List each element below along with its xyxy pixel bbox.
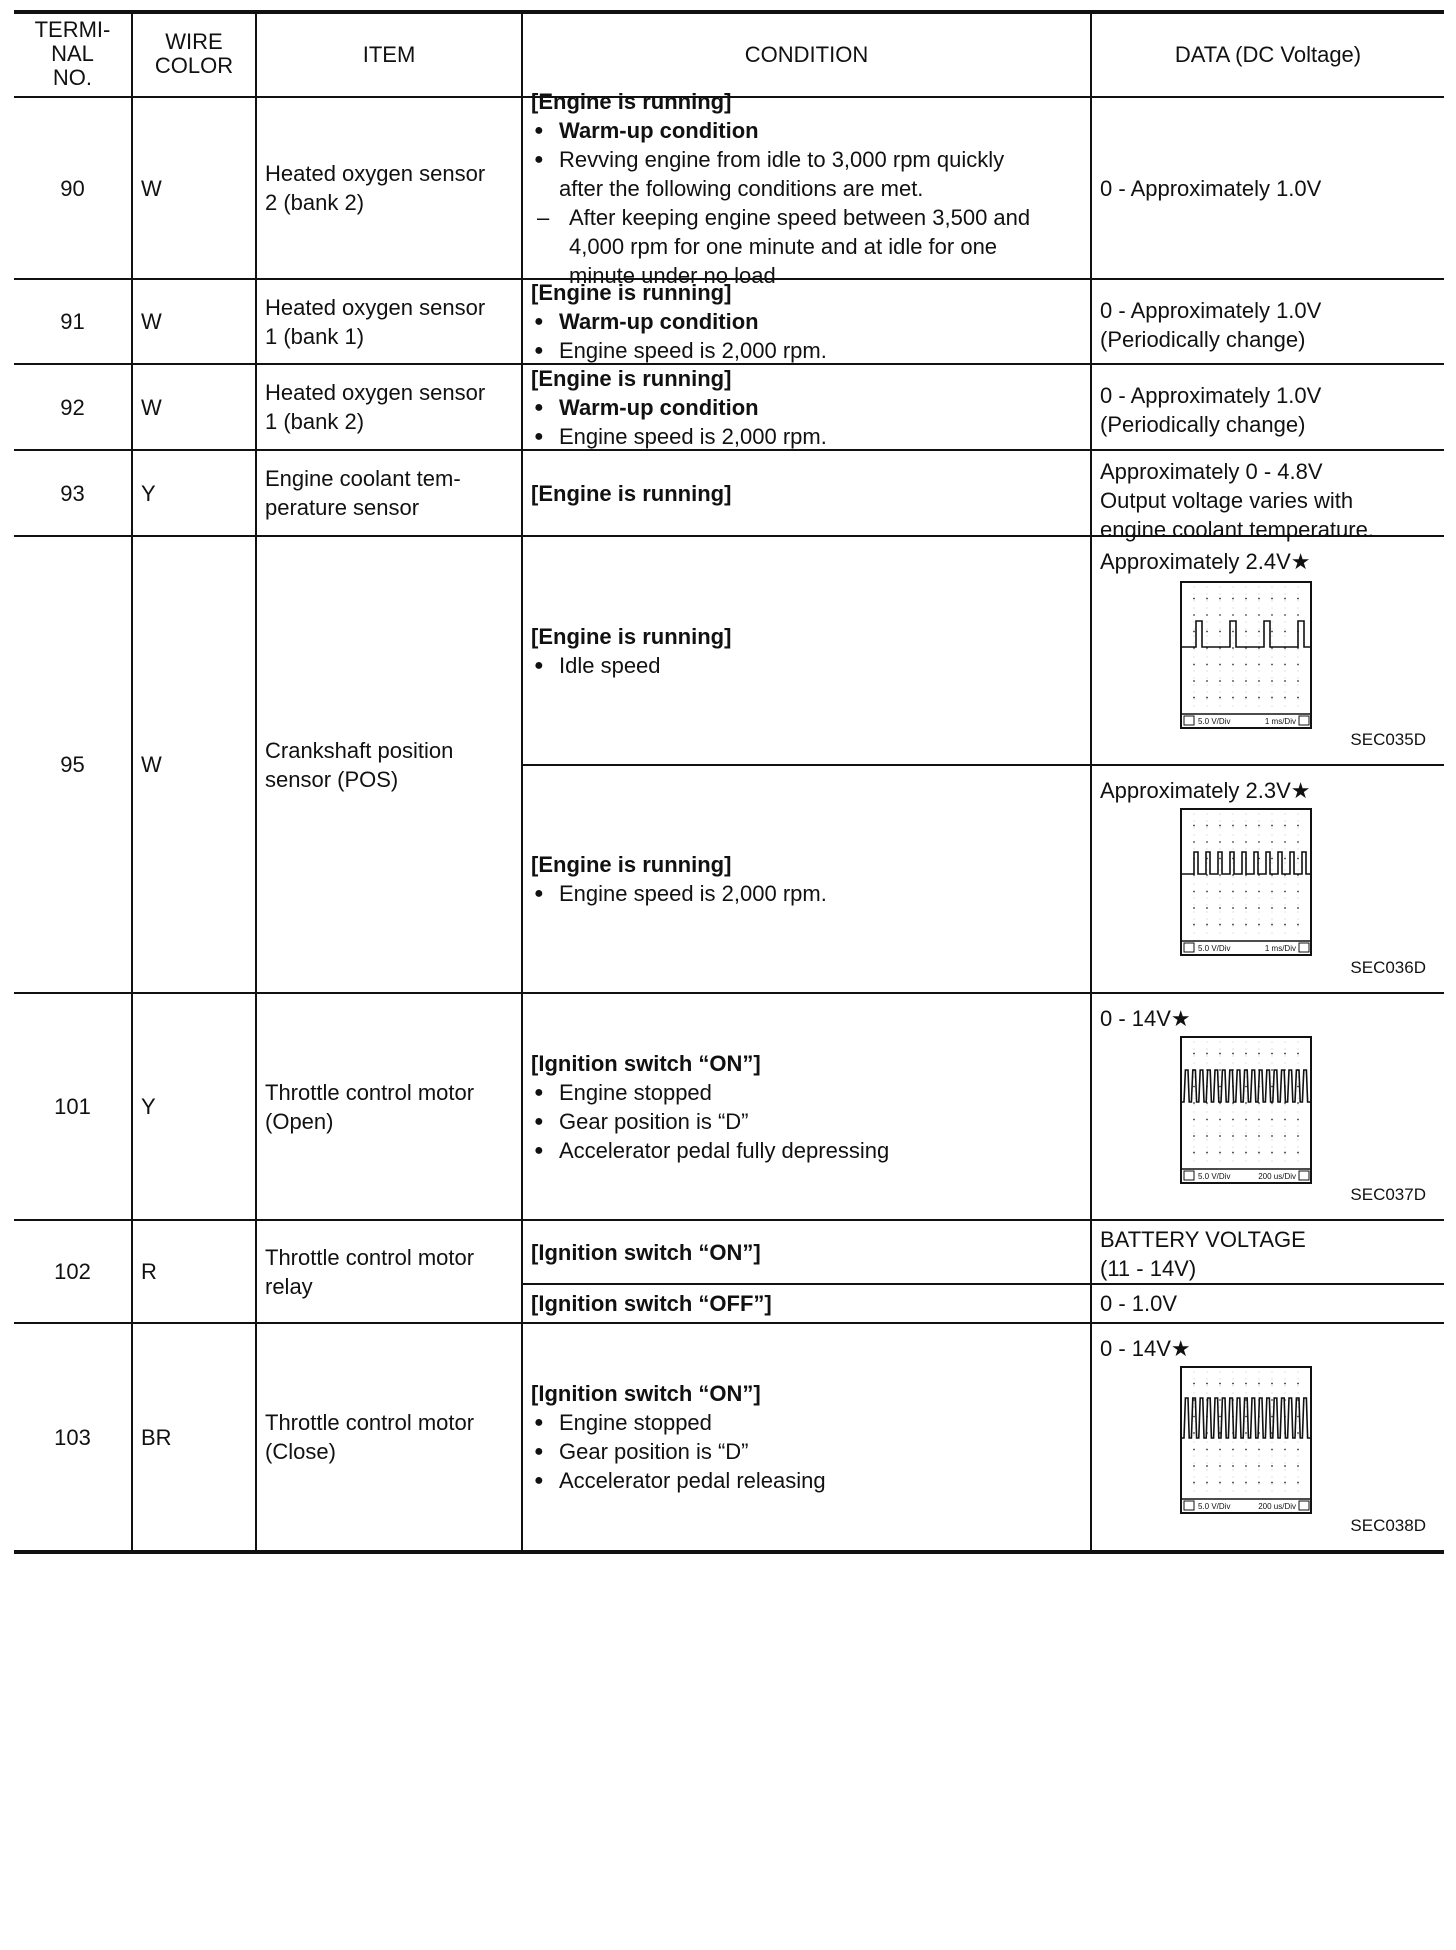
data-value: (Periodically change) bbox=[1100, 327, 1306, 352]
condition-bullet: ● Accelerator pedal releasing bbox=[531, 1466, 1082, 1495]
data-value: Approximately 0 - 4.8V bbox=[1100, 459, 1323, 484]
data-value: 0 - Approximately 1.0V bbox=[1100, 383, 1322, 408]
item-line: Heated oxygen sensor bbox=[265, 161, 486, 186]
condition-cell bbox=[523, 1324, 1090, 1550]
terminal-value: 95 bbox=[60, 752, 85, 777]
condition-bullet: ● Engine speed is 2,000 rpm. bbox=[531, 336, 1082, 365]
terminal-number bbox=[14, 994, 131, 1219]
scope-trigger-icon bbox=[1299, 1171, 1309, 1180]
scope-volt-label: 5.0 V/Div bbox=[1198, 944, 1231, 953]
item-line: (Open) bbox=[265, 1108, 334, 1134]
item-line: perature sensor bbox=[265, 495, 420, 520]
terminal-number bbox=[14, 280, 131, 363]
scope-channel-icon bbox=[1184, 943, 1194, 952]
wire-value: Y bbox=[141, 480, 156, 506]
condition-bullet: ● Idle speed bbox=[531, 651, 1082, 680]
oscilloscope-waveform bbox=[1180, 581, 1312, 729]
condition-cell bbox=[523, 766, 1090, 992]
scope-time-label: 1 ms/Div bbox=[1264, 717, 1296, 726]
data-value: (Periodically change) bbox=[1100, 412, 1306, 437]
oscilloscope-waveform bbox=[1180, 1366, 1312, 1514]
terminal-number bbox=[14, 451, 131, 535]
header-item bbox=[257, 12, 521, 96]
terminal-number bbox=[14, 1324, 131, 1550]
scope-channel-icon bbox=[1184, 716, 1194, 725]
condition-cell bbox=[523, 365, 1090, 449]
data-cell bbox=[1092, 280, 1444, 363]
data-value: 0 - Approximately 1.0V bbox=[1100, 175, 1322, 201]
condition-dash-continued: 4,000 rpm for one minute and at idle for one bbox=[569, 233, 998, 259]
data-value: engine coolant temperature. bbox=[1100, 517, 1374, 542]
condition-bullet: ● Engine speed is 2,000 rpm. bbox=[531, 879, 1082, 908]
terminal-value: 92 bbox=[60, 394, 85, 420]
condition-heading: [Engine is running] bbox=[531, 623, 732, 649]
data-value: 0 - 1.0V bbox=[1100, 1291, 1178, 1316]
scope-time-label: 1 ms/Div bbox=[1264, 944, 1296, 953]
condition-cell bbox=[523, 88, 1090, 288]
condition-bullet: ● Gear position is “D” bbox=[531, 1437, 1082, 1466]
item-line: relay bbox=[265, 1273, 313, 1299]
condition-bullet: ● Engine stopped bbox=[531, 1408, 1082, 1437]
scope-channel-icon bbox=[1184, 1171, 1194, 1180]
data-value: BATTERY VOLTAGE bbox=[1100, 1227, 1306, 1252]
condition-bullet: ● Warm-up condition bbox=[531, 116, 1082, 145]
condition-dash-item: – After keeping engine speed between 3,500 and bbox=[531, 203, 1082, 232]
wire-color bbox=[133, 994, 255, 1219]
data-cell bbox=[1092, 1324, 1444, 1550]
condition-heading: [Engine is running] bbox=[531, 88, 732, 114]
condition-dash-continued: minute under no load bbox=[569, 262, 776, 288]
header-wire-line: COLOR bbox=[154, 53, 234, 78]
condition-bullet: ● Engine stopped bbox=[531, 1078, 1082, 1107]
wire-value: W bbox=[141, 175, 162, 201]
scope-channel-icon bbox=[1184, 1501, 1194, 1510]
header-terminal bbox=[14, 12, 131, 96]
item-line: Engine coolant tem- bbox=[265, 466, 461, 491]
item-line: 1 (bank 1) bbox=[265, 323, 365, 349]
wire-value: W bbox=[141, 394, 162, 420]
header-terminal-line: TERMI- bbox=[34, 17, 111, 42]
figure-code: SEC037D bbox=[1350, 1185, 1426, 1204]
item-line: Heated oxygen sensor bbox=[265, 294, 486, 320]
item-name bbox=[257, 98, 521, 278]
condition-heading: [Ignition switch “ON”] bbox=[531, 1381, 761, 1406]
condition-heading: [Engine is running] bbox=[531, 280, 732, 305]
condition-heading: [Ignition switch “OFF”] bbox=[531, 1291, 772, 1316]
scope-trigger-icon bbox=[1299, 1501, 1309, 1510]
data-value: (11 - 14V) bbox=[1100, 1256, 1197, 1281]
item-line: Heated oxygen sensor bbox=[265, 380, 486, 405]
item-line: Throttle control motor bbox=[265, 1079, 475, 1105]
header-terminal-line: NAL bbox=[51, 41, 94, 66]
condition-bullet: ● Accelerator pedal fully depressing bbox=[531, 1136, 1082, 1165]
scope-volt-label: 5.0 V/Div bbox=[1198, 1502, 1231, 1511]
terminal-value: 93 bbox=[60, 480, 85, 506]
header-terminal-line: NO. bbox=[52, 65, 93, 90]
scope-time-label: 200 us/Div bbox=[1258, 1502, 1296, 1511]
wire-color bbox=[133, 280, 255, 363]
condition-bullet: ● Warm-up condition bbox=[531, 393, 1082, 422]
data-value: Output voltage varies with bbox=[1100, 488, 1354, 513]
data-cell bbox=[1092, 537, 1444, 764]
item-line: Throttle control motor bbox=[265, 1410, 475, 1435]
item-line: 2 (bank 2) bbox=[265, 190, 365, 215]
condition-cell bbox=[523, 994, 1090, 1219]
item-name bbox=[257, 537, 521, 992]
header-wire-line: WIRE bbox=[165, 29, 223, 54]
condition-cell bbox=[523, 1285, 1090, 1322]
figure-code: SEC036D bbox=[1350, 958, 1426, 977]
data-value: 0 - Approximately 1.0V bbox=[1100, 298, 1322, 323]
figure-code: SEC038D bbox=[1350, 1516, 1426, 1535]
data-cell bbox=[1092, 1221, 1444, 1283]
header-item-label: ITEM bbox=[362, 41, 416, 67]
item-name bbox=[257, 280, 521, 363]
condition-bullet: ● Warm-up condition bbox=[531, 307, 1082, 336]
condition-heading: [Ignition switch “ON”] bbox=[531, 1239, 761, 1265]
condition-heading: [Engine is running] bbox=[531, 480, 732, 506]
wire-color bbox=[133, 1221, 255, 1322]
oscilloscope-waveform bbox=[1180, 1036, 1312, 1184]
data-cell bbox=[1092, 994, 1444, 1219]
condition-heading: [Engine is running] bbox=[531, 852, 732, 877]
wire-value: W bbox=[141, 309, 162, 334]
item-line: Throttle control motor bbox=[265, 1244, 475, 1270]
condition-bullet-continued: after the following conditions are met. bbox=[559, 175, 924, 201]
wire-value: R bbox=[141, 1259, 157, 1284]
item-name bbox=[257, 451, 521, 535]
condition-cell bbox=[523, 1221, 1090, 1283]
item-name bbox=[257, 365, 521, 449]
wire-color bbox=[133, 1324, 255, 1550]
terminal-number bbox=[14, 98, 131, 278]
terminal-value: 90 bbox=[60, 175, 85, 201]
header-condition bbox=[523, 12, 1090, 96]
item-line: sensor (POS) bbox=[265, 766, 399, 792]
data-value: Approximately 2.4V★ bbox=[1100, 549, 1311, 574]
header-wire-color bbox=[133, 12, 255, 96]
oscilloscope-waveform bbox=[1180, 808, 1312, 956]
terminal-value: 91 bbox=[60, 309, 85, 334]
scope-volt-label: 5.0 V/Div bbox=[1198, 717, 1231, 726]
condition-bullet: ● Revving engine from idle to 3,000 rpm quickly bbox=[531, 145, 1082, 174]
wire-value: BR bbox=[141, 1424, 172, 1450]
terminal-value: 101 bbox=[54, 1094, 91, 1119]
scope-time-label: 200 us/Div bbox=[1258, 1172, 1296, 1181]
condition-bullet: ● Gear position is “D” bbox=[531, 1107, 1082, 1136]
wire-value: Y bbox=[141, 1094, 156, 1119]
item-line: 1 (bank 2) bbox=[265, 409, 365, 434]
figure-code: SEC035D bbox=[1350, 730, 1426, 749]
header-condition-label: CONDITION bbox=[744, 41, 869, 67]
wire-color bbox=[133, 537, 255, 992]
condition-heading: [Ignition switch “ON”] bbox=[531, 1050, 761, 1076]
condition-cell bbox=[523, 451, 1090, 535]
data-cell bbox=[1092, 1285, 1444, 1322]
table-bottom-rule bbox=[14, 1550, 1444, 1554]
header-data bbox=[1092, 12, 1444, 96]
data-value: Approximately 2.3V★ bbox=[1100, 778, 1311, 803]
wire-color bbox=[133, 451, 255, 535]
condition-bullet: ● Engine speed is 2,000 rpm. bbox=[531, 422, 1082, 451]
data-cell bbox=[1092, 451, 1444, 542]
scope-volt-label: 5.0 V/Div bbox=[1198, 1172, 1231, 1181]
wire-value: W bbox=[141, 752, 162, 777]
item-name bbox=[257, 1221, 521, 1322]
data-value: 0 - 14V★ bbox=[1100, 1006, 1191, 1031]
scope-trigger-icon bbox=[1299, 943, 1309, 952]
terminal-number bbox=[14, 537, 131, 992]
terminal-number bbox=[14, 1221, 131, 1322]
wire-color bbox=[133, 365, 255, 449]
item-line: (Close) bbox=[265, 1439, 336, 1464]
data-cell bbox=[1092, 365, 1444, 449]
data-cell bbox=[1092, 766, 1444, 992]
scope-trigger-icon bbox=[1299, 716, 1309, 725]
terminal-value: 103 bbox=[54, 1424, 91, 1450]
item-name bbox=[257, 994, 521, 1219]
header-data-label: DATA (DC Voltage) bbox=[1174, 41, 1362, 67]
item-name bbox=[257, 1324, 521, 1550]
condition-cell bbox=[523, 537, 1090, 764]
condition-heading: [Engine is running] bbox=[531, 365, 732, 391]
terminal-number bbox=[14, 365, 131, 449]
item-line: Crankshaft position bbox=[265, 737, 454, 763]
wire-color bbox=[133, 98, 255, 278]
terminal-value: 102 bbox=[54, 1259, 91, 1284]
data-cell bbox=[1092, 98, 1444, 278]
data-value: 0 - 14V★ bbox=[1100, 1336, 1191, 1361]
condition-cell bbox=[523, 280, 1090, 363]
